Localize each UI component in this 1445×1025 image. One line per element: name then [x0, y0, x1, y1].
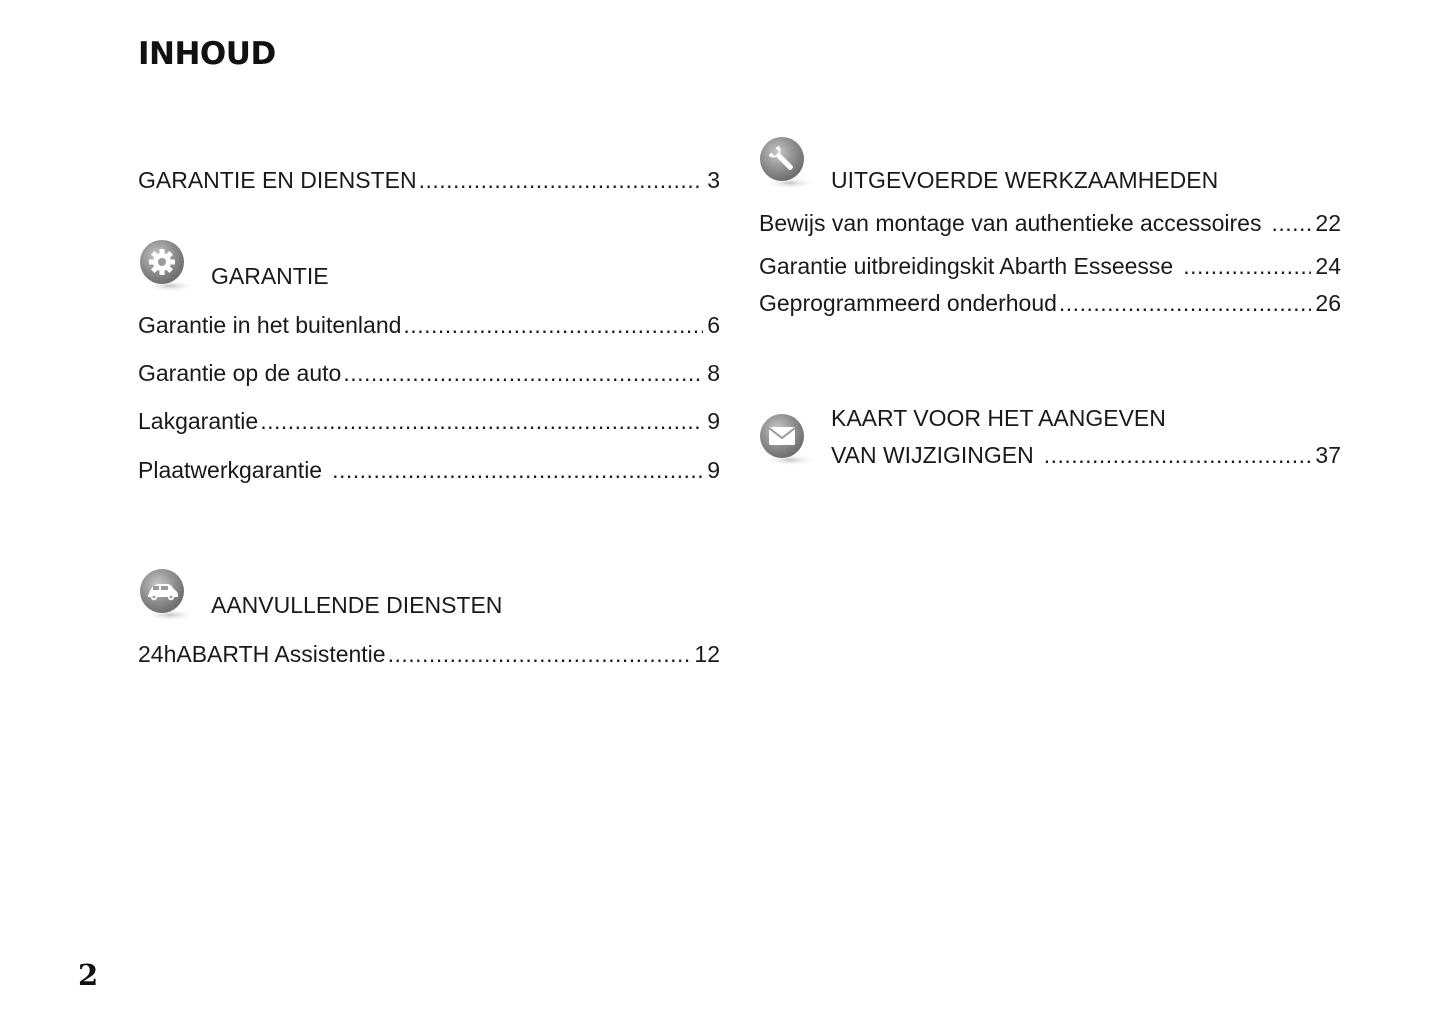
- toc-page: 22: [1315, 210, 1341, 236]
- section-heading-kaart-line1: KAART VOOR HET AANGEVEN: [831, 405, 1166, 431]
- gear-icon: [138, 236, 198, 296]
- dot-leader: [1271, 208, 1311, 238]
- toc-entry[interactable]: [138, 406, 720, 436]
- toc-label: GARANTIE EN DIENSTEN: [138, 167, 417, 193]
- toc-label: Garantie op de auto: [138, 360, 342, 386]
- wrench-icon: [758, 133, 818, 193]
- toc-label: Geprogrammeerd onderhoud: [759, 290, 1057, 316]
- envelope-icon: [758, 410, 818, 470]
- toc-page: 12: [694, 641, 720, 667]
- car-icon: [138, 565, 198, 625]
- dot-leader: [388, 639, 691, 669]
- toc-label: VAN WIJZIGINGEN: [831, 442, 1034, 468]
- section-heading-uitgevoerde-werkzaamheden: UITGEVOERDE WERKZAAMHEDEN: [831, 167, 1219, 193]
- toc-page: 3: [707, 167, 720, 193]
- toc-page: 37: [1315, 442, 1341, 468]
- toc-label: Plaatwerkgarantie: [138, 457, 323, 483]
- toc-page: 9: [707, 457, 720, 483]
- toc-entry[interactable]: [138, 310, 720, 340]
- toc-entry[interactable]: [138, 639, 720, 669]
- section-heading-garantie: GARANTIE: [211, 263, 329, 289]
- dot-leader: [419, 165, 704, 195]
- page-title: INHOUD: [138, 36, 276, 72]
- toc-label: Garantie in het buitenland: [138, 312, 402, 338]
- toc-entry-kaart[interactable]: [831, 440, 1341, 470]
- toc-page: 26: [1315, 290, 1341, 316]
- dot-leader: [343, 358, 703, 388]
- toc-page: 8: [707, 360, 720, 386]
- toc-page: 24: [1315, 253, 1341, 279]
- toc-label: 24hABARTH Assistentie: [138, 641, 386, 667]
- page-number: 2: [78, 958, 99, 992]
- toc-entry[interactable]: [759, 288, 1341, 318]
- toc-entry-garantie-en-diensten[interactable]: [138, 165, 720, 195]
- toc-entry[interactable]: [138, 358, 720, 388]
- toc-entry[interactable]: [759, 251, 1341, 281]
- section-heading-aanvullende-diensten: AANVULLENDE DIENSTEN: [211, 592, 503, 618]
- dot-leader: [1183, 251, 1311, 281]
- dot-leader: [332, 455, 703, 485]
- dot-leader: [1044, 440, 1312, 470]
- toc-entry[interactable]: [759, 208, 1341, 238]
- toc-page: 6: [707, 312, 720, 338]
- dot-leader: [260, 406, 703, 436]
- toc-label: Lakgarantie: [138, 408, 259, 434]
- toc-label: Bewijs van montage van authentieke accessoires: [759, 210, 1262, 236]
- dot-leader: [1059, 288, 1312, 318]
- toc-page: 9: [707, 408, 720, 434]
- toc-label: Garantie uitbreidingskit Abarth Esseesse: [759, 253, 1174, 279]
- dot-leader: [403, 310, 703, 340]
- toc-entry[interactable]: [138, 455, 720, 485]
